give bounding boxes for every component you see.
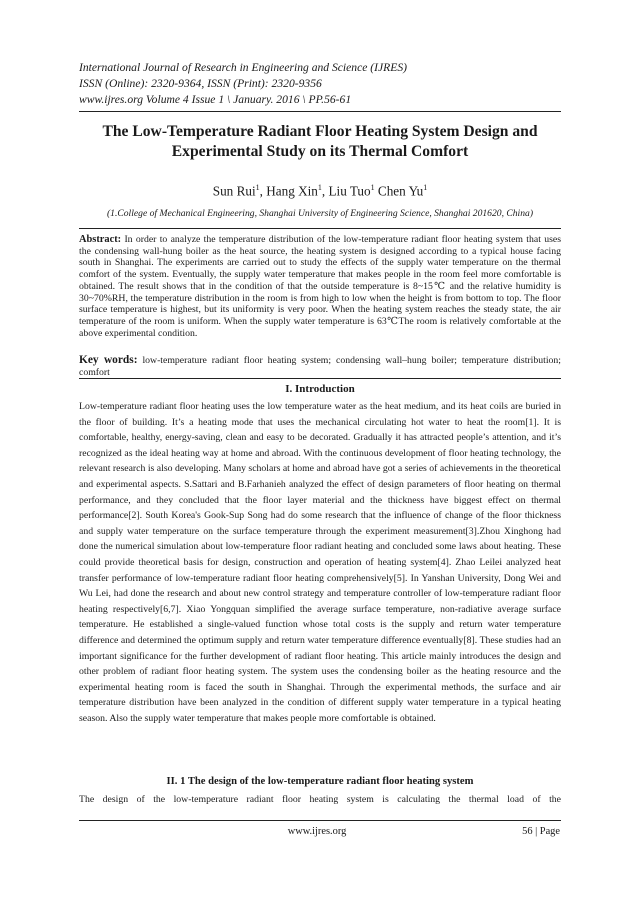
author-name: Chen Yu [377,183,424,199]
author-list [79,183,561,199]
author-affiliation-mark: 1 [423,183,428,192]
journal-volume: www.ijres.org Volume 4 Issue 1 \ January. 2016 \ PP.56-61 [79,93,352,106]
author-affiliation-mark: 1 [317,183,322,192]
affiliation: (1.College of Mechanical Engineering, Shanghai University of Engineering Science, Shanghai 201620, China) [106,208,534,219]
design-body: The design of the low-temperature radiant floor heating system is calculating the thermal load of the [79,794,561,805]
abstract [79,234,561,339]
section-heading-design: II. 1 The design of the low-temperature radiant floor heating system [166,776,474,787]
introduction-body [79,399,561,726]
abstract-bottom-divider [79,378,561,379]
journal-issn: ISSN (Online): 2320-9364, ISSN (Print): 2320-9356 [79,77,322,90]
author-name: Liu Tuo [328,183,371,199]
header-divider [79,111,561,112]
author-name: Hang Xin [266,183,318,199]
abstract-text: In order to analyze the temperature distribution of the low-temperature radiant floor heating system that uses the condensing wall-hung boiler as the heat source, the heating system is designed according to a typical house facing south in Shanghai. The experiments are carried out to study the effects of the supply water temperature on the thermal comfort of the system. Eventually, the supply water temperature that makes people in the room feel more comfortable is obtained. The result shows that in the condition of that the outside temperature is 8~15℃ and the relative humidity is 30~70%RH, the temperature distribution in the room is from high to low when the height is from bottom to top. The floor surface temperature is highest, but its uniformity is very poor. When the heating system reaches the steady state, the air temperature of the room is uniform. When the supply water temperature is 63℃The room is relatively comfortable at the above experimental condition. [79,234,561,339]
author-affiliation-mark: 1 [370,183,375,192]
author-separator: , [321,183,329,199]
journal-header [79,60,559,108]
author-affiliation-mark: 1 [255,183,260,192]
footer-url: www.ijres.org [287,826,347,837]
keywords-label: Key words: [79,354,138,366]
keywords-text: low-temperature radiant floor heating system; condensing wall–hung boiler; temperature distribution; comfort [79,355,562,378]
page-number: 56 | Page [522,826,560,837]
keywords [79,355,561,378]
abstract-label: Abstract: [79,234,122,245]
section-heading-introduction: I. Introduction [285,383,355,395]
abstract-top-divider [79,228,561,229]
paper-title: The Low-Temperature Radiant Floor Heating System Design and Experimental Study on its Thermal Comfort [102,123,538,160]
footer-divider [79,820,561,821]
author-name: Sun Rui [212,183,256,199]
journal-name: International Journal of Research in Engineering and Science (IJRES) [79,61,407,74]
author-separator: , [259,183,267,199]
introduction-paragraph: Low-temperature radiant floor heating uses the low temperature water as the heat medium, and its heat coils are buried in the floor of building. It’s a heating mode that uses the mechanical circulating hot water to heat the room[1]. It is comfortable, healthy, energy-saving, clean and easy to be decorated. Gradually it has attracted people’s attention, and it’s recognized as the ideal heating way at home and abroad. With the continuous development of floor heating technology, the relevant research is also developing. Many scholars at home and abroad have got a series of achievements in the theoretical and experimental aspects. S.Sattari and B.Farhanieh analyzed the effect of design parameters of floor heating on thermal performance, and they concluded that the floor layer material and the thickness have biggest effect on thermal performance[2]. South Korea's Gook-Sup Song had do some research that the influence of change of the floor thickness and supply water temperature on the surface temperature through the experiment measurement[3].Zhou Xinghong had done the numerical simulation about low-temperature floor radiant heating and concluded some laws about heating. These could provide theoretical basis for design, construction and operation of heating system[4]. Zhao Leilei analyzed heat transfer performance of low-temperature radiant floor heating comprehensively[5]. In Yanshan University, Dong Wei and Wu Lei, had done the research and about new control strategy and temperature controller of low-temperature radiant floor heating respectively[6,7]. Xiao Yongquan simplified the average surface temperature, non-radiative average surface temperature. He established a single-valued function whose total costs is the supply and return water temperature difference and determined the optimum supply and return water temperature difference eventually[8]. These studies had an important significance for the further development of radiant floor heating. This article mainly introduces the design and other problem of radiant floor heating system. The system uses the condensing boiler as the heating resource and the experimental heating room is faced the south in Shanghai. Through the experimental methods, the surface and air temperature distribution have been analyzed in the condition of different supply water temperature in a typical heating season. Also the supply water temperature that makes people more comfortable is obtained. [79,401,561,724]
